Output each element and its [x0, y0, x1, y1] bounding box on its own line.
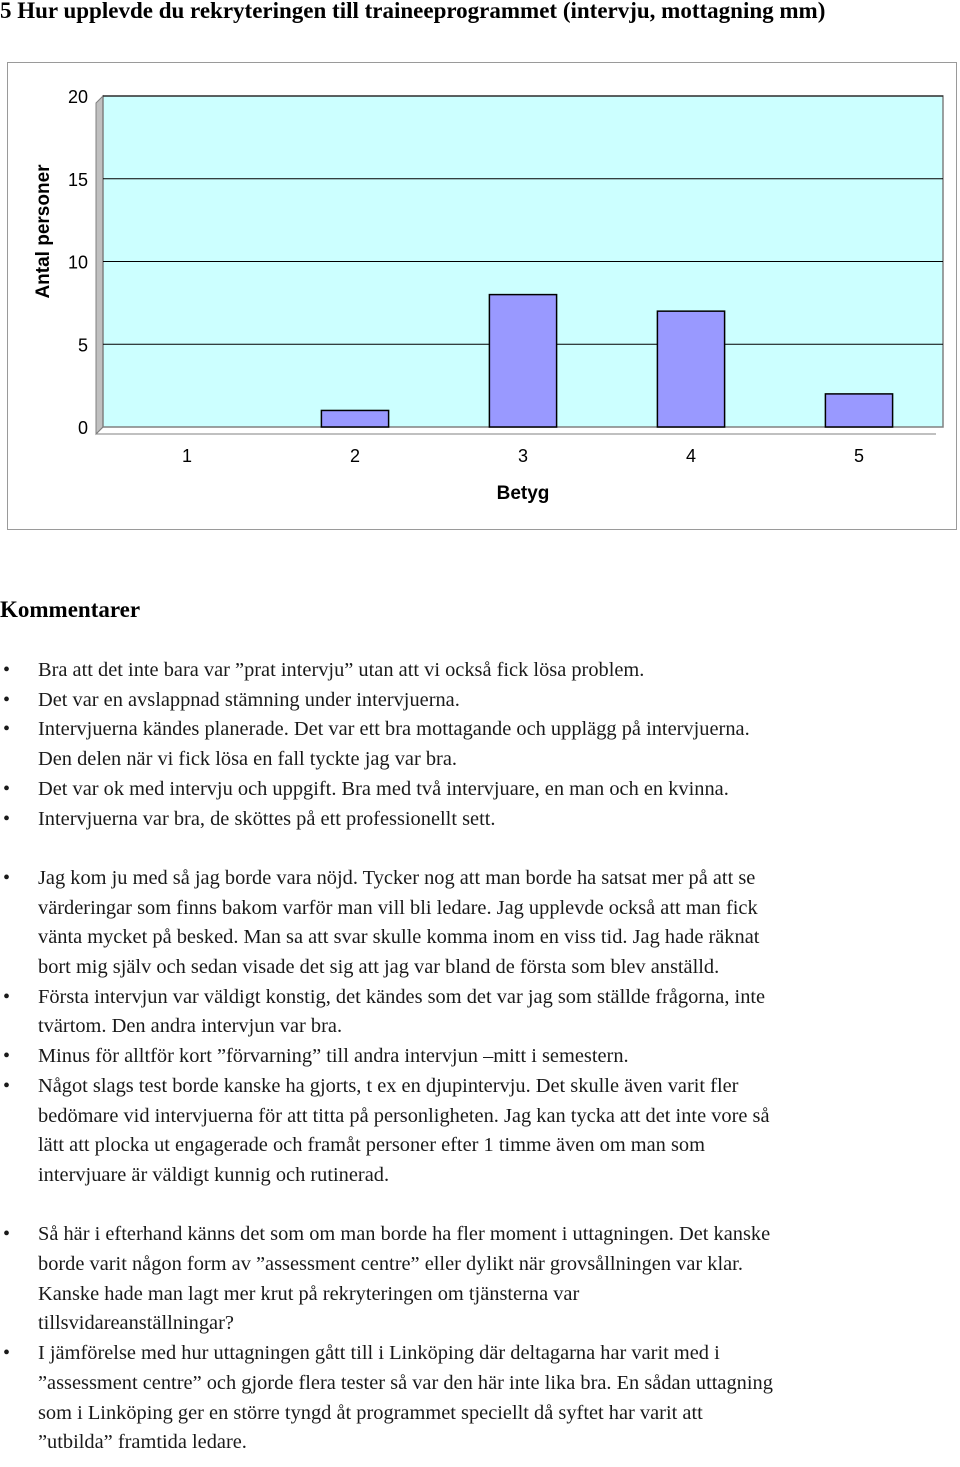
comment-item: [0, 775, 960, 805]
y-tick-label: 20: [67, 87, 88, 107]
comment-item: [0, 983, 960, 1042]
x-tick-label: 3: [517, 446, 529, 466]
comment-item: [0, 864, 960, 983]
comment-item: [0, 1220, 960, 1339]
y-tick-label: 5: [77, 335, 88, 356]
comment-item: [0, 686, 960, 716]
y-axis-label: Antal personer: [33, 164, 54, 299]
x-axis-label: Betyg: [496, 483, 550, 504]
x-tick-label: 1: [181, 446, 193, 466]
comment-line: bedömare vid intervjuerna för att titta på personligheten. Jag kan tycka att det inte vore så: [38, 1104, 770, 1127]
comment-line: Det var ok med intervju och uppgift. Bra med två intervjuare, en man och en kvinna.: [38, 777, 729, 800]
comment-line: Intervjuerna var bra, de sköttes på ett professionellt sett.: [38, 807, 496, 830]
comment-item: [0, 1072, 960, 1191]
y-tick-label: 10: [67, 252, 88, 273]
bullet-icon: •: [3, 985, 11, 1008]
comment-line: borde varit någon form av ”assessment centre” eller dylikt när grovsållningen var klar.: [38, 1253, 743, 1276]
comment-line: Intervjuerna kändes planerade. Det var ett bra mottagande och upplägg på intervjuerna.: [38, 718, 750, 741]
bar: [321, 410, 388, 427]
comment-item: [0, 656, 960, 686]
comment-line: Första intervjun var väldigt konstig, det kändes som det var jag som ställde frågorna, inte: [38, 985, 766, 1008]
section-heading: 5 Hur upplevde du rekryteringen till traineeprogrammet (intervju, mottagning mm): [0, 0, 826, 23]
y-tick-label: 0: [77, 418, 88, 438]
chart-frame: [7, 62, 957, 530]
bullet-icon: •: [3, 659, 11, 681]
comment-line: intervjuare är väldigt kunnig och rutinerad.: [38, 1163, 390, 1186]
comment-line: ”assessment centre” och gjorde flera tester så var den här inte lika bra. En sådan uttagning: [38, 1371, 773, 1394]
bar: [657, 311, 724, 427]
comment-line: lätt att plocka ut engagerade och framåt personer efter 1 timme även om man som: [38, 1134, 705, 1157]
y-tick-label: 15: [67, 169, 88, 190]
comment-line: som i Linköping ger en större tyngd åt programmet speciellt då syftet har varit att: [38, 1401, 703, 1424]
bullet-icon: •: [3, 718, 11, 741]
comment-item: [0, 1339, 960, 1458]
comment-line: Minus för alltför kort ”förvarning” till andra intervjun –mitt i semestern.: [38, 1045, 629, 1068]
comment-line: Jag kom ju med så jag borde vara nöjd. Tycker nog att man borde ha satsat mer på att se: [38, 866, 756, 889]
bullet-icon: •: [3, 777, 11, 800]
x-tick-label: 4: [685, 446, 697, 466]
bar: [489, 295, 556, 427]
comment-line: Den delen när vi fick lösa en fall tyckte jag var bra.: [38, 748, 457, 771]
x-tick-label: 5: [853, 446, 865, 466]
comment-item: [0, 715, 960, 774]
comment-line: Bra att det inte bara var ”prat intervju” utan att vi också fick lösa problem.: [38, 659, 645, 681]
comment-line: värderingar som finns bakom varför man vill bli ledare. Jag upplevde också att man fick: [38, 896, 758, 919]
bullet-icon: •: [3, 688, 11, 711]
bullet-icon: •: [3, 866, 11, 889]
bar: [825, 394, 892, 427]
comment-item: [0, 805, 960, 835]
bullet-icon: •: [3, 1223, 11, 1246]
comment-line: tillsvidareanställningar?: [38, 1312, 234, 1335]
bullet-icon: •: [3, 807, 11, 830]
bullet-icon: •: [3, 1342, 11, 1365]
bar-chart: [8, 63, 958, 531]
comment-line: Så här i efterhand känns det som om man borde ha fler moment i uttagningen. Det kanske: [38, 1223, 771, 1246]
comment-line: Det var en avslappnad stämning under intervjuerna.: [38, 688, 460, 711]
comment-line: I jämförelse med hur uttagningen gått till i Linköping där deltagarna har varit med i: [38, 1342, 720, 1365]
comment-item: [0, 1042, 960, 1072]
comment-line: tvärtom. Den andra intervjun var bra.: [38, 1015, 343, 1038]
comments-heading: Kommentarer: [0, 597, 141, 622]
plot-side-wall: [96, 96, 103, 434]
comment-list: [0, 656, 960, 1458]
comment-line: Något slags test borde kanske ha gjorts, t ex en djupintervju. Det skulle även varit fler: [38, 1074, 739, 1097]
comment-line: Kanske hade man lagt mer krut på rekryteringen om tjänsterna var: [38, 1282, 580, 1305]
comment-line: bort mig själv och sedan visade det sig att jag var bland de första som blev anställd.: [38, 956, 720, 979]
bullet-icon: •: [3, 1045, 11, 1068]
comment-line: ”utbilda” framtida ledare.: [38, 1431, 247, 1454]
comment-line: vänta mycket på besked. Man sa att svar skulle komma inom en viss tid. Jag hade räknat: [38, 926, 760, 949]
bullet-icon: •: [3, 1074, 11, 1097]
x-tick-label: 2: [349, 446, 361, 466]
